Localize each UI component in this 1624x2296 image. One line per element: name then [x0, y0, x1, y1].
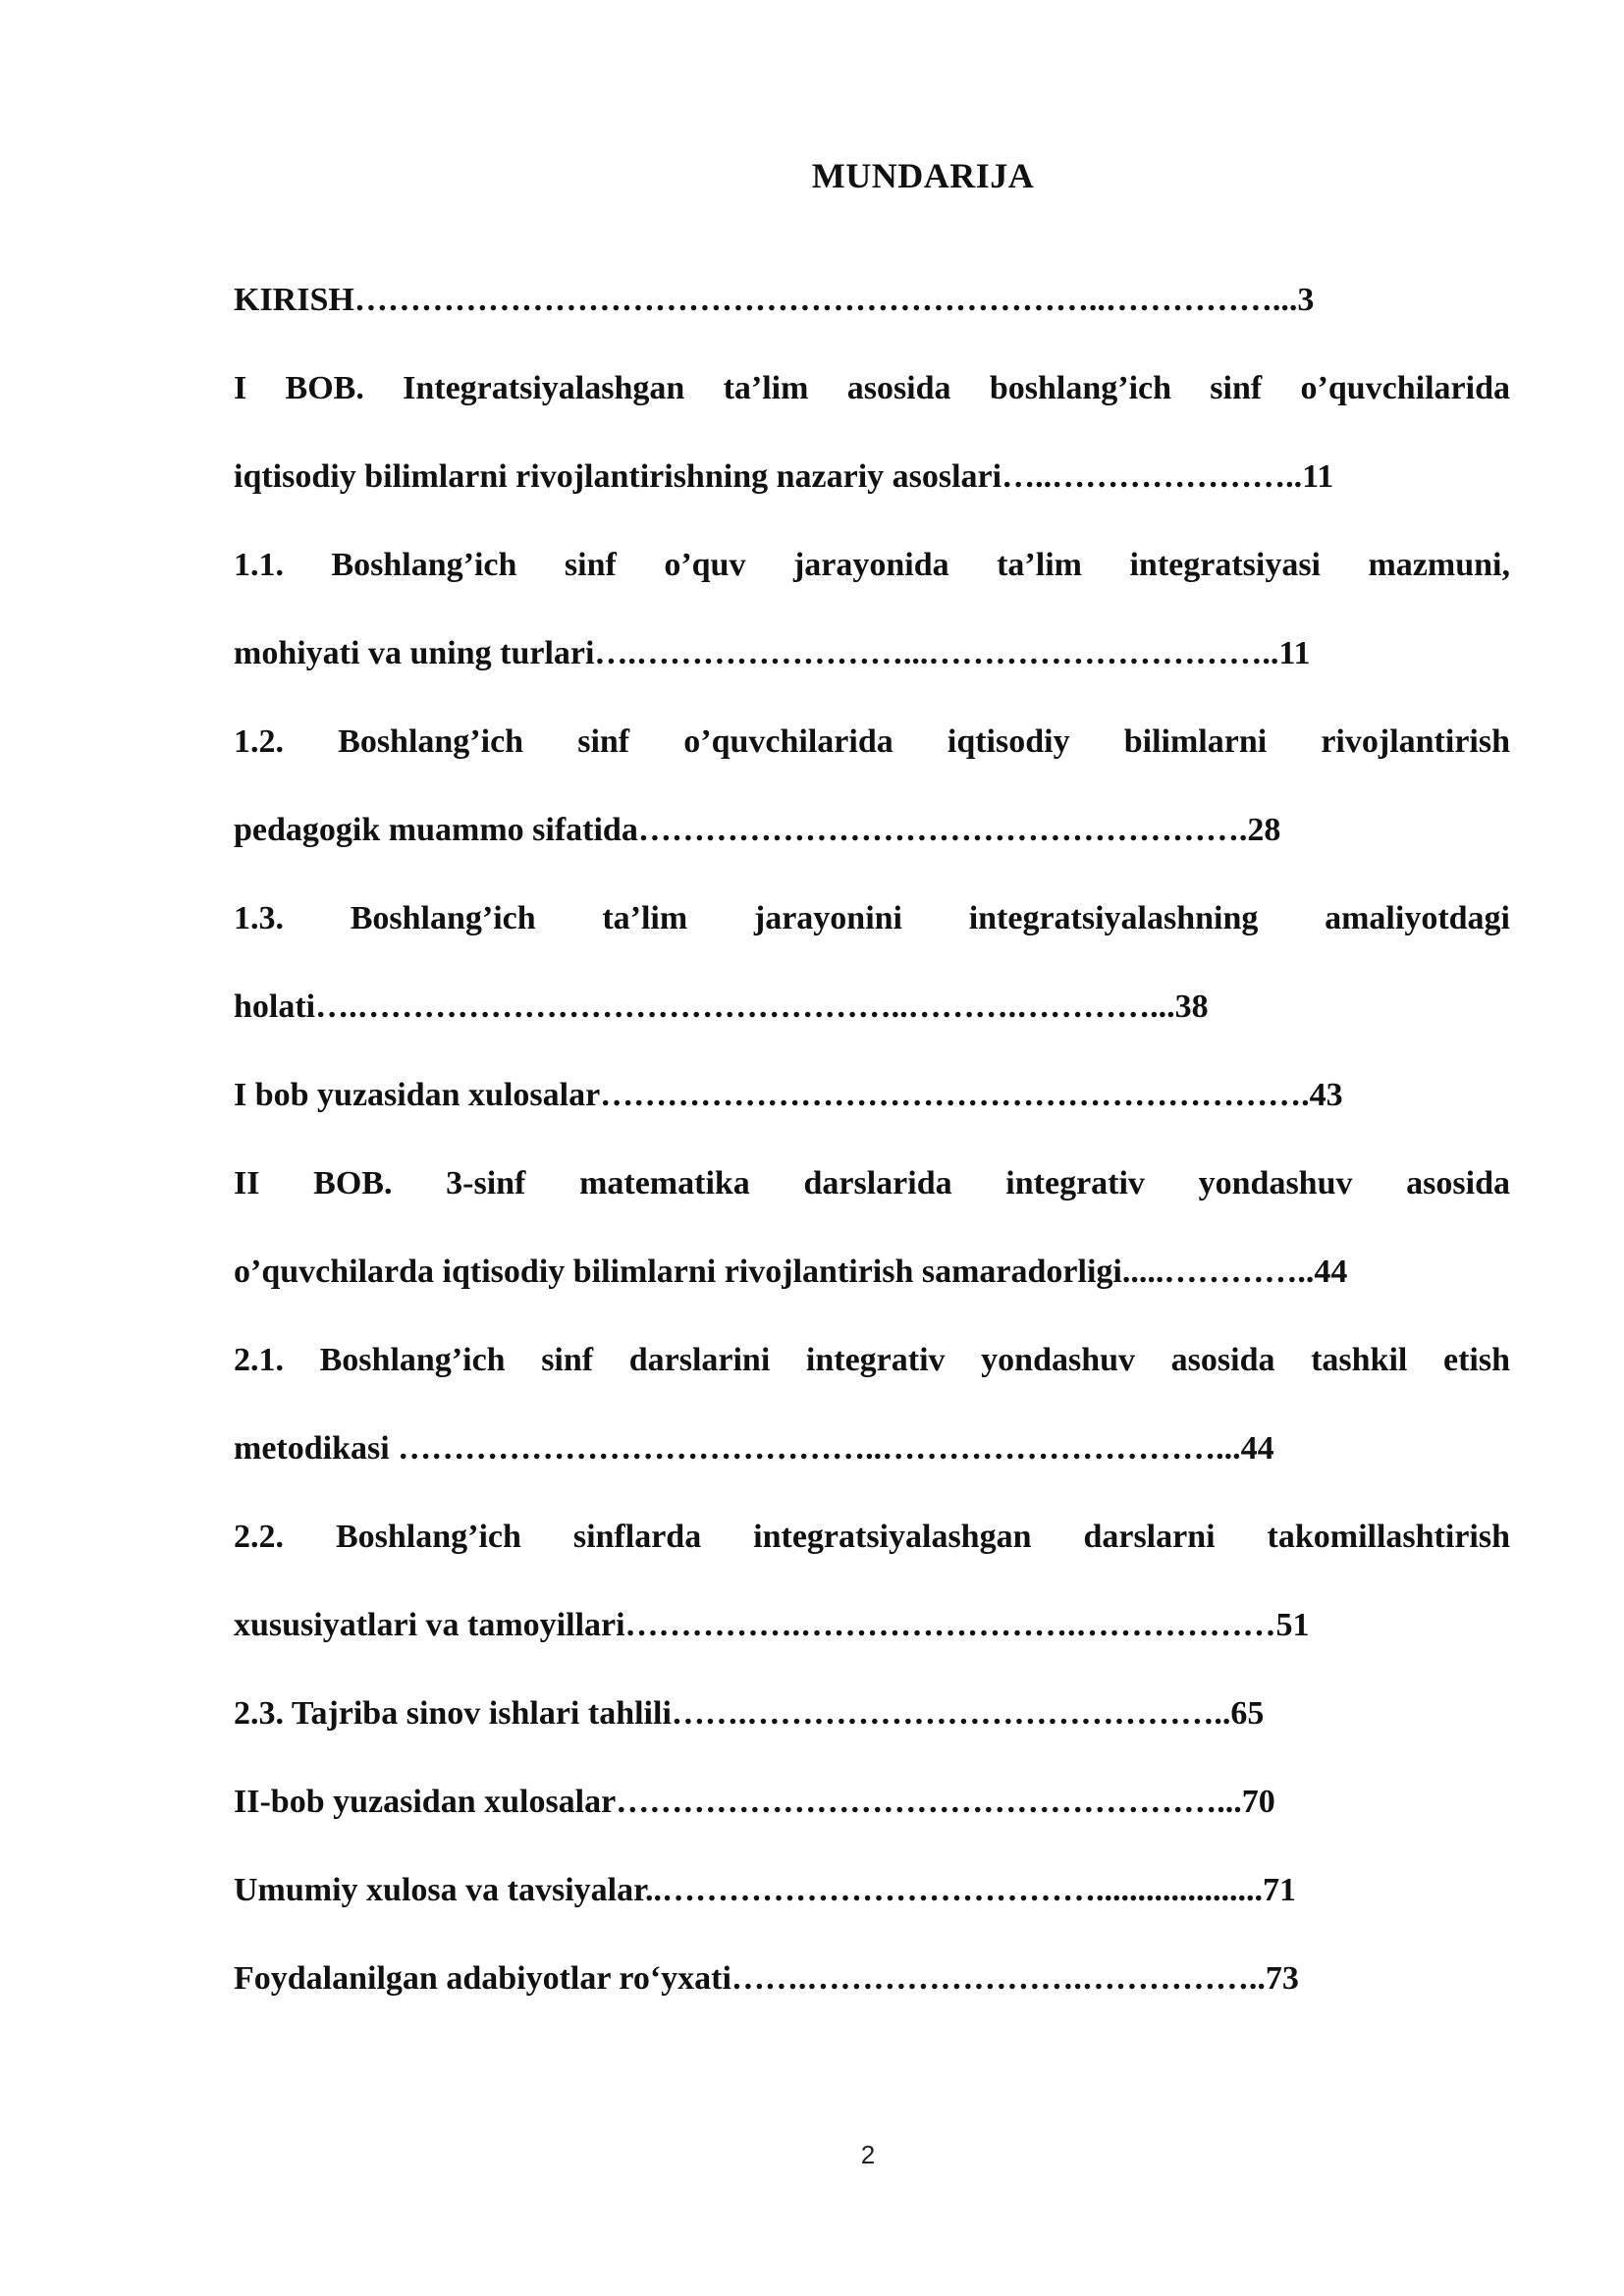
toc-entry-2-2: 2.2. Boshlang’ich sinflarda integratsiyalashgan darslarni takomillashtirish: [234, 1519, 1510, 1555]
page-number: 2: [860, 2140, 876, 2169]
page-title: MUNDARIJA: [811, 156, 1035, 195]
toc-entry-chapter-1-conclusions: I bob yuzasidan xulosalar……………………………………………………….43: [234, 1077, 1343, 1113]
toc-entry-kirish: KIRISH…………………………………………………………..……………...3: [234, 282, 1315, 318]
toc-entry-chapter-2-title-cont: o’quvchilarda iqtisodiy bilimlarni rivojlantirish samaradorligi.....…………..44: [234, 1254, 1348, 1290]
toc-entry-chapter-1-title: I BOB. Integratsiyalashgan ta’lim asosida boshlang’ich sinf o’quvchilarida: [234, 370, 1510, 406]
toc-entry-1-1-cont: mohiyati va uning turlari….……………………...…………………………..11: [234, 635, 1311, 671]
toc-entry-references: Foydalanilgan adabiyotlar ro‘yxati…….…………………….……………..73: [234, 1960, 1299, 1997]
toc-entry-1-1: 1.1. Boshlang’ich sinf o’quv jarayonida ta’lim integratsiyasi mazmuni,: [234, 547, 1510, 583]
toc-entry-chapter-2-conclusions: II-bob yuzasidan xulosalar………………………………………………...70: [234, 1784, 1275, 1820]
toc-entry-1-2-cont: pedagogik muammo sifatida……………………………………………….28: [234, 812, 1281, 848]
toc-entry-2-3: 2.3. Tajriba sinov ishlari tahlili…….……………………………………..65: [234, 1695, 1265, 1732]
toc-entry-1-2: 1.2. Boshlang’ich sinf o’quvchilarida iqtisodiy bilimlarni rivojlantirish: [234, 723, 1510, 760]
toc-entry-1-3-cont: holati….…………………………………………..……….…………...38: [234, 988, 1209, 1025]
toc-entry-2-1-cont: metodikasi ……………………………………..…………………………...44: [234, 1430, 1274, 1467]
toc-entry-1-3: 1.3. Boshlang’ich ta’lim jarayonini integratsiyalashning amaliyotdagi: [234, 900, 1510, 936]
toc-entry-chapter-2-title: II BOB. 3-sinf matematika darslarida integrativ yondashuv asosida: [234, 1165, 1510, 1201]
toc-entry-general-conclusions: Umumiy xulosa va tavsiyalar..…………………………………....................71: [234, 1872, 1297, 1908]
toc-entry-2-2-cont: xususiyatlari va tamoyillari…………….…………………….………………51: [234, 1607, 1310, 1643]
toc-entry-2-1: 2.1. Boshlang’ich sinf darslarini integrativ yondashuv asosida tashkil etish: [234, 1342, 1510, 1378]
toc-entry-chapter-1-title-cont: iqtisodiy bilimlarni rivojlantirishning nazariy asoslari…..…………………..11: [234, 458, 1334, 495]
